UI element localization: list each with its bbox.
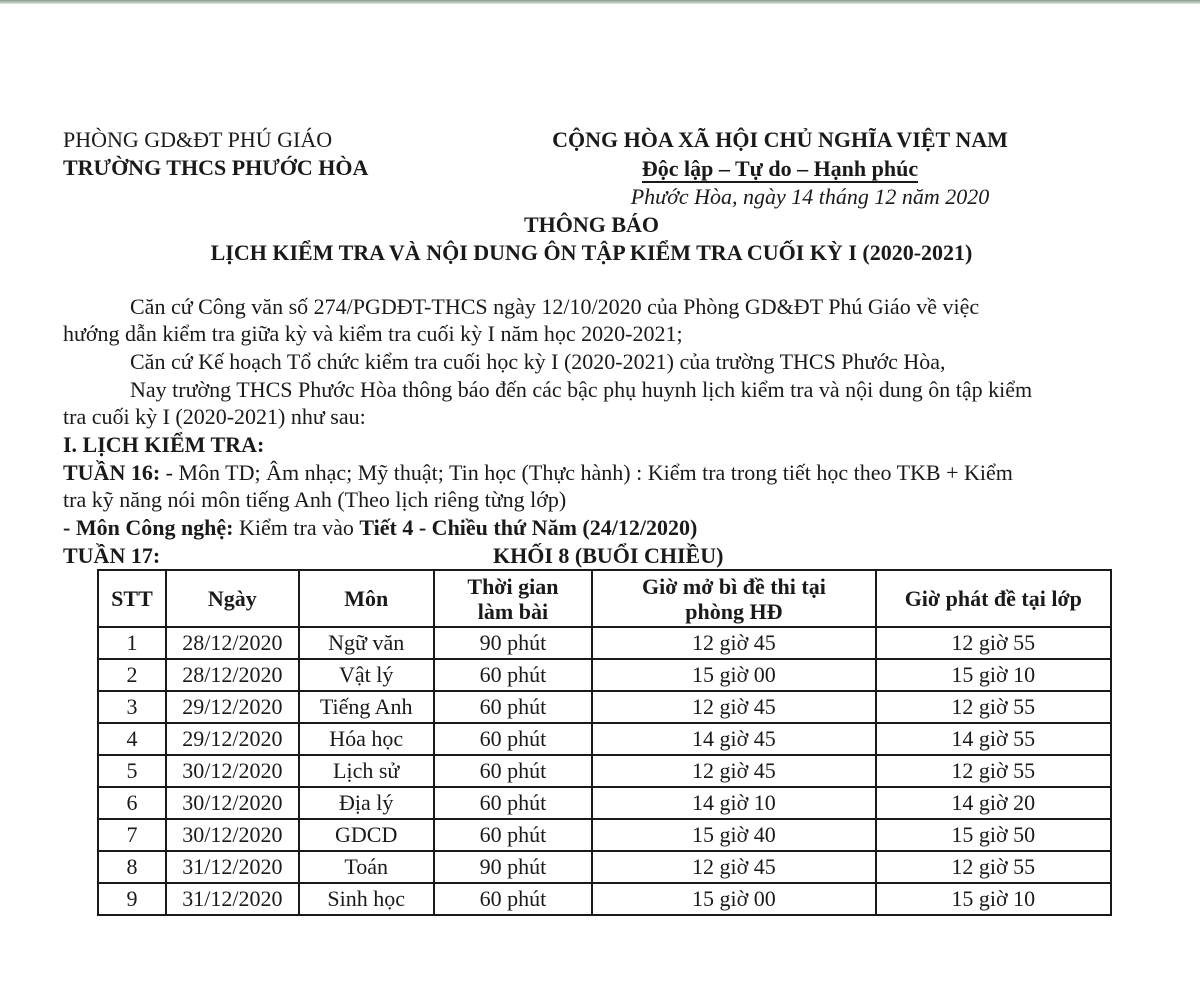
notice-heading: THÔNG BÁO [523, 212, 660, 237]
place-date: Phước Hòa, ngày 14 tháng 12 năm 2020 [630, 184, 990, 209]
grade-label: KHỐI 8 (BUỔI CHIỀU) [493, 543, 724, 568]
cell-date: 31/12/2020 [166, 851, 299, 883]
cell-duration: 60 phút [434, 819, 593, 851]
cell-date: 31/12/2020 [166, 883, 299, 915]
cell-subject: Toán [299, 851, 434, 883]
cell-dispatch-time: 15 giờ 50 [876, 819, 1111, 851]
week17-label: TUẦN 17: [63, 543, 161, 568]
cell-dispatch-time: 12 giờ 55 [876, 691, 1111, 723]
cell-stt: 4 [98, 723, 166, 755]
paragraph-2: Căn cứ Kế hoạch Tổ chức kiểm tra cuối học kỳ I (2020-2021) của trường THCS Phước Hòa, [130, 349, 946, 374]
week16-line-1 [63, 460, 1013, 486]
scan-edge [0, 0, 1200, 4]
notice-subject: LỊCH KIỂM TRA VÀ NỘI DUNG ÔN TẬP KIỂM TRA CUỐI KỲ I (2020-2021) [210, 240, 973, 265]
cell-duration: 60 phút [434, 691, 593, 723]
paragraph-3-line-2: tra cuối kỳ I (2020-2021) như sau: [63, 404, 366, 429]
cell-date: 30/12/2020 [166, 787, 299, 819]
table-row [98, 659, 1111, 691]
cell-dispatch-time: 12 giờ 55 [876, 627, 1111, 659]
cell-stt: 6 [98, 787, 166, 819]
motto-wrap [520, 156, 1040, 182]
cell-open-time: 15 giờ 40 [592, 819, 875, 851]
cell-open-time: 14 giờ 45 [592, 723, 875, 755]
week16-label: TUẦN 16: [63, 460, 161, 485]
cell-stt: 2 [98, 659, 166, 691]
table-row [98, 627, 1111, 659]
cell-date: 29/12/2020 [166, 723, 299, 755]
cell-date: 29/12/2020 [166, 691, 299, 723]
cell-dispatch-time: 15 giờ 10 [876, 659, 1111, 691]
cell-dispatch-time: 12 giờ 55 [876, 755, 1111, 787]
section-title: I. LỊCH KIỂM TRA: [63, 432, 265, 457]
table-row [98, 787, 1111, 819]
header-duration [434, 570, 593, 627]
cell-stt: 3 [98, 691, 166, 723]
paragraph-3-line-1: Nay trường THCS Phước Hòa thông báo đến các bậc phụ huynh lịch kiểm tra và nội dung ôn tập kiểm [130, 377, 1033, 402]
cell-subject: Địa lý [299, 787, 434, 819]
table-row [98, 691, 1111, 723]
table-body [98, 627, 1111, 915]
cell-dispatch-time: 15 giờ 10 [876, 883, 1111, 915]
cell-duration: 90 phút [434, 627, 593, 659]
header-stt: STT [98, 570, 166, 627]
cell-stt: 5 [98, 755, 166, 787]
cell-duration: 60 phút [434, 723, 593, 755]
cell-subject: Ngữ văn [299, 627, 434, 659]
header-dispatch-time: Giờ phát đề tại lớp [876, 570, 1111, 627]
country-title: CỘNG HÒA XÃ HỘI CHỦ NGHĨA VIỆT NAM [552, 127, 1008, 152]
cell-dispatch-time: 14 giờ 55 [876, 723, 1111, 755]
cell-subject: Lịch sử [299, 755, 434, 787]
motto: Độc lập – Tự do – Hạnh phúc [641, 156, 919, 181]
cell-stt: 9 [98, 883, 166, 915]
cell-dispatch-time: 12 giờ 55 [876, 851, 1111, 883]
cell-subject: Vật lý [299, 659, 434, 691]
table-row [98, 851, 1111, 883]
cell-subject: GDCD [299, 819, 434, 851]
cell-date: 28/12/2020 [166, 659, 299, 691]
table-header-row [98, 570, 1111, 627]
cell-subject: Tiếng Anh [299, 691, 434, 723]
cell-stt: 7 [98, 819, 166, 851]
exam-schedule-table [97, 569, 1112, 916]
header-open-line-1: Giờ mở bì đề thi tại [641, 573, 826, 599]
cell-duration: 60 phút [434, 787, 593, 819]
table-row [98, 883, 1111, 915]
cell-date: 30/12/2020 [166, 755, 299, 787]
paragraph-1-line-1: Căn cứ Công văn số 274/PGDĐT-THCS ngày 12/10/2020 của Phòng GD&ĐT Phú Giáo về việc [130, 294, 980, 319]
paragraph-1-line-2: hướng dẫn kiểm tra giữa kỳ và kiểm tra cuối kỳ I năm học 2020-2021; [63, 321, 683, 346]
cell-open-time: 14 giờ 10 [592, 787, 875, 819]
cell-duration: 60 phút [434, 659, 593, 691]
header-subject: Môn [299, 570, 434, 627]
cell-duration: 60 phút [434, 883, 593, 915]
table-row [98, 819, 1111, 851]
cell-open-time: 12 giờ 45 [592, 691, 875, 723]
week16-text-1: - Môn TD; Âm nhạc; Mỹ thuật; Tin học (Thực hành) : Kiểm tra trong tiết học theo TKB + Kiểm [160, 460, 1013, 485]
cell-stt: 1 [98, 627, 166, 659]
header-date: Ngày [166, 570, 299, 627]
cell-subject: Hóa học [299, 723, 434, 755]
technology-label: - Môn Công nghệ: [63, 515, 234, 540]
cell-duration: 90 phút [434, 851, 593, 883]
department-name: PHÒNG GD&ĐT PHÚ GIÁO [63, 127, 333, 152]
cell-date: 30/12/2020 [166, 819, 299, 851]
cell-stt: 8 [98, 851, 166, 883]
table-row [98, 723, 1111, 755]
header-open-line-2: phòng HĐ [685, 598, 783, 624]
technology-line [63, 515, 697, 541]
cell-open-time: 12 giờ 45 [592, 627, 875, 659]
header-duration-line-1: Thời gian [467, 573, 559, 599]
cell-open-time: 12 giờ 45 [592, 755, 875, 787]
cell-subject: Sinh học [299, 883, 434, 915]
table-row [98, 755, 1111, 787]
cell-date: 28/12/2020 [166, 627, 299, 659]
header-open-time [592, 570, 875, 627]
header-duration-line-2: làm bài [477, 598, 549, 624]
cell-open-time: 15 giờ 00 [592, 883, 875, 915]
school-name: TRƯỜNG THCS PHƯỚC HÒA [63, 155, 369, 180]
technology-time: Tiết 4 - Chiều thứ Năm (24/12/2020) [359, 515, 698, 540]
cell-open-time: 12 giờ 45 [592, 851, 875, 883]
technology-text: Kiểm tra vào [233, 515, 360, 540]
cell-open-time: 15 giờ 00 [592, 659, 875, 691]
week16-line-2: tra kỹ năng nói môn tiếng Anh (Theo lịch riêng từng lớp) [63, 487, 567, 512]
cell-duration: 60 phút [434, 755, 593, 787]
cell-dispatch-time: 14 giờ 20 [876, 787, 1111, 819]
